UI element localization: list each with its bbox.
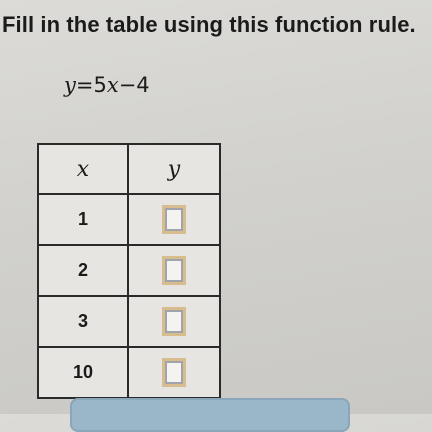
x-value: 3 (38, 296, 128, 347)
instruction-text: Fill in the table using this function rule. (2, 12, 416, 37)
function-table (37, 143, 221, 399)
y-answer-box-2[interactable] (165, 259, 183, 282)
table-header-row (38, 144, 220, 194)
header-y: y (128, 144, 220, 194)
y-answer-box-4[interactable] (165, 361, 183, 384)
x-value: 2 (38, 245, 128, 296)
x-value: 1 (38, 194, 128, 245)
equation-coefficient: =5 (75, 73, 107, 97)
y-cell (128, 347, 220, 398)
table-row (38, 296, 220, 347)
y-cell (128, 245, 220, 296)
equation-constant: −4 (118, 73, 150, 97)
function-rule (64, 73, 150, 97)
y-answer-box-1[interactable] (165, 208, 183, 231)
equation-variable: x (106, 73, 119, 97)
y-cell (128, 194, 220, 245)
y-cell (128, 296, 220, 347)
table-row (38, 245, 220, 296)
table-row (38, 347, 220, 398)
header-x: x (38, 144, 128, 194)
y-answer-box-3[interactable] (165, 310, 183, 333)
table-row (38, 194, 220, 245)
x-value: 10 (38, 347, 128, 398)
check-button[interactable] (70, 398, 350, 432)
equation-lhs: y (64, 73, 76, 97)
